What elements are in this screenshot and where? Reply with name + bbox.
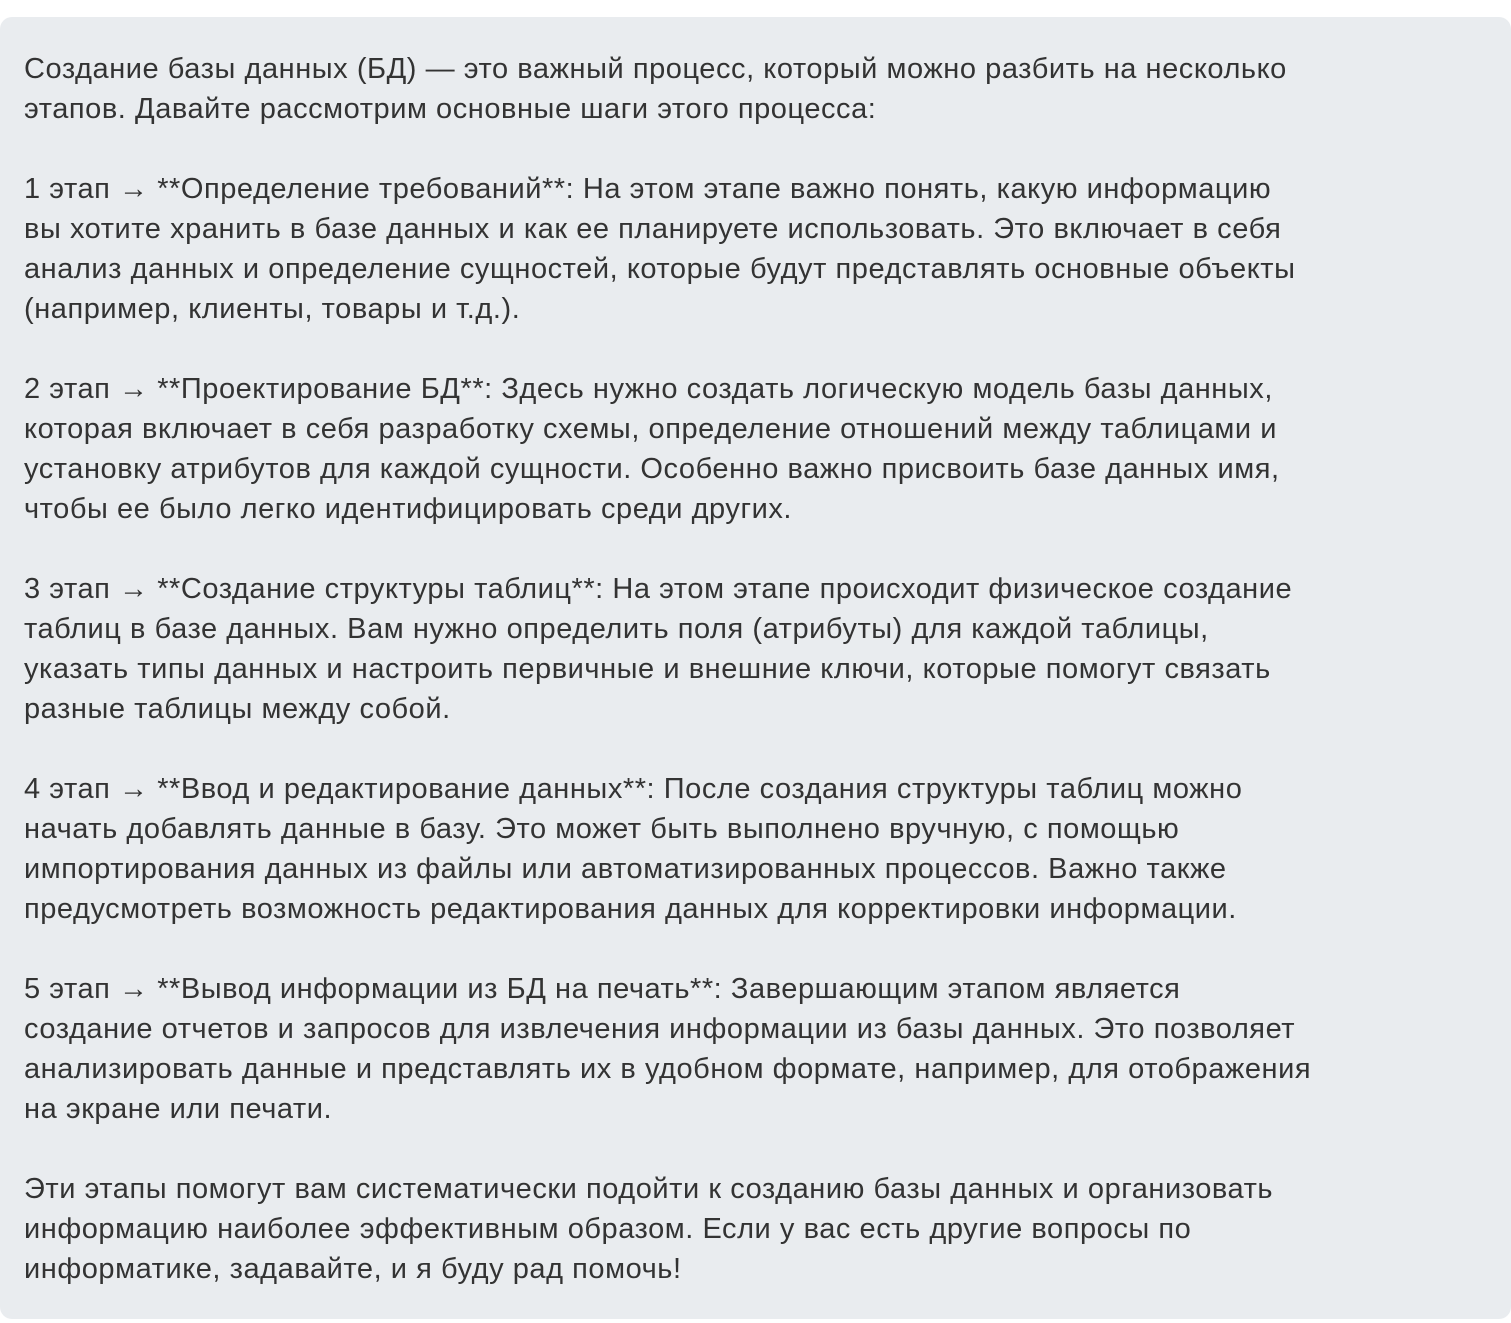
text-line: Эти этапы помогут вам систематически подойти к созданию базы данных и организовать xyxy=(24,1173,1274,1205)
paragraph-gap xyxy=(24,1129,1487,1169)
text-line: 3 этап → **Создание структуры таблиц**: На этом этапе происходит физическое создание xyxy=(24,573,1293,605)
text-line: на экране или печати. xyxy=(24,1093,333,1125)
intro-paragraph xyxy=(24,49,1487,129)
text-line: 4 этап → **Ввод и редактирование данных**: После создания структуры таблиц можно xyxy=(24,773,1243,805)
stage-3-paragraph xyxy=(24,569,1487,729)
text-line: 5 этап → **Вывод информации из БД на печать**: Завершающим этапом является xyxy=(24,973,1181,1005)
paragraph-gap xyxy=(24,929,1487,969)
paragraph-gap xyxy=(24,729,1487,769)
text-line: указать типы данных и настроить первичные и внешние ключи, которые помогут связать xyxy=(24,653,1271,685)
paragraph-gap xyxy=(24,129,1487,169)
assistant-message-bubble xyxy=(0,17,1511,1319)
text-line: анализ данных и определение сущностей, которые будут представлять основные объекты xyxy=(24,253,1296,285)
text-line: установку атрибутов для каждой сущности. Особенно важно присвоить базе данных имя, xyxy=(24,453,1280,485)
text-line: информацию наиболее эффективным образом. Если у вас есть другие вопросы по xyxy=(24,1213,1192,1245)
text-line: таблиц в базе данных. Вам нужно определить поля (атрибуты) для каждой таблицы, xyxy=(24,613,1209,645)
text-line: 2 этап → **Проектирование БД**: Здесь нужно создать логическую модель базы данных, xyxy=(24,373,1273,405)
text-line: предусмотреть возможность редактирования данных для корректировки информации. xyxy=(24,893,1237,925)
stage-4-paragraph xyxy=(24,769,1487,929)
paragraph-gap xyxy=(24,329,1487,369)
text-line: разные таблицы между собой. xyxy=(24,693,451,725)
text-line: которая включает в себя разработку схемы, определение отношений между таблицами и xyxy=(24,413,1278,445)
outro-paragraph xyxy=(24,1169,1487,1289)
text-line: информатике, задавайте, и я буду рад помочь! xyxy=(24,1253,682,1285)
text-line: чтобы ее было легко идентифицировать среди других. xyxy=(24,493,792,525)
stage-1-paragraph xyxy=(24,169,1487,329)
text-line: создание отчетов и запросов для извлечения информации из базы данных. Это позволяет xyxy=(24,1013,1296,1045)
stage-5-paragraph xyxy=(24,969,1487,1129)
text-line: этапов. Давайте рассмотрим основные шаги этого процесса: xyxy=(24,93,877,125)
text-line: анализировать данные и представлять их в удобном формате, например, для отображения xyxy=(24,1053,1312,1085)
text-line: импортирования данных из файлы или автоматизированных процессов. Важно также xyxy=(24,853,1227,885)
stage-2-paragraph xyxy=(24,369,1487,529)
text-line: 1 этап → **Определение требований**: На этом этапе важно понять, какую информацию xyxy=(24,173,1272,205)
text-line: Создание базы данных (БД) — это важный процесс, который можно разбить на несколько xyxy=(24,53,1287,85)
assistant-message-text xyxy=(24,49,1487,1289)
text-line: вы хотите хранить в базе данных и как ее планируете использовать. Это включает в себя xyxy=(24,213,1282,245)
text-line: начать добавлять данные в базу. Это может быть выполнено вручную, с помощью xyxy=(24,813,1180,845)
paragraph-gap xyxy=(24,529,1487,569)
text-line: (например, клиенты, товары и т.д.). xyxy=(24,293,521,325)
